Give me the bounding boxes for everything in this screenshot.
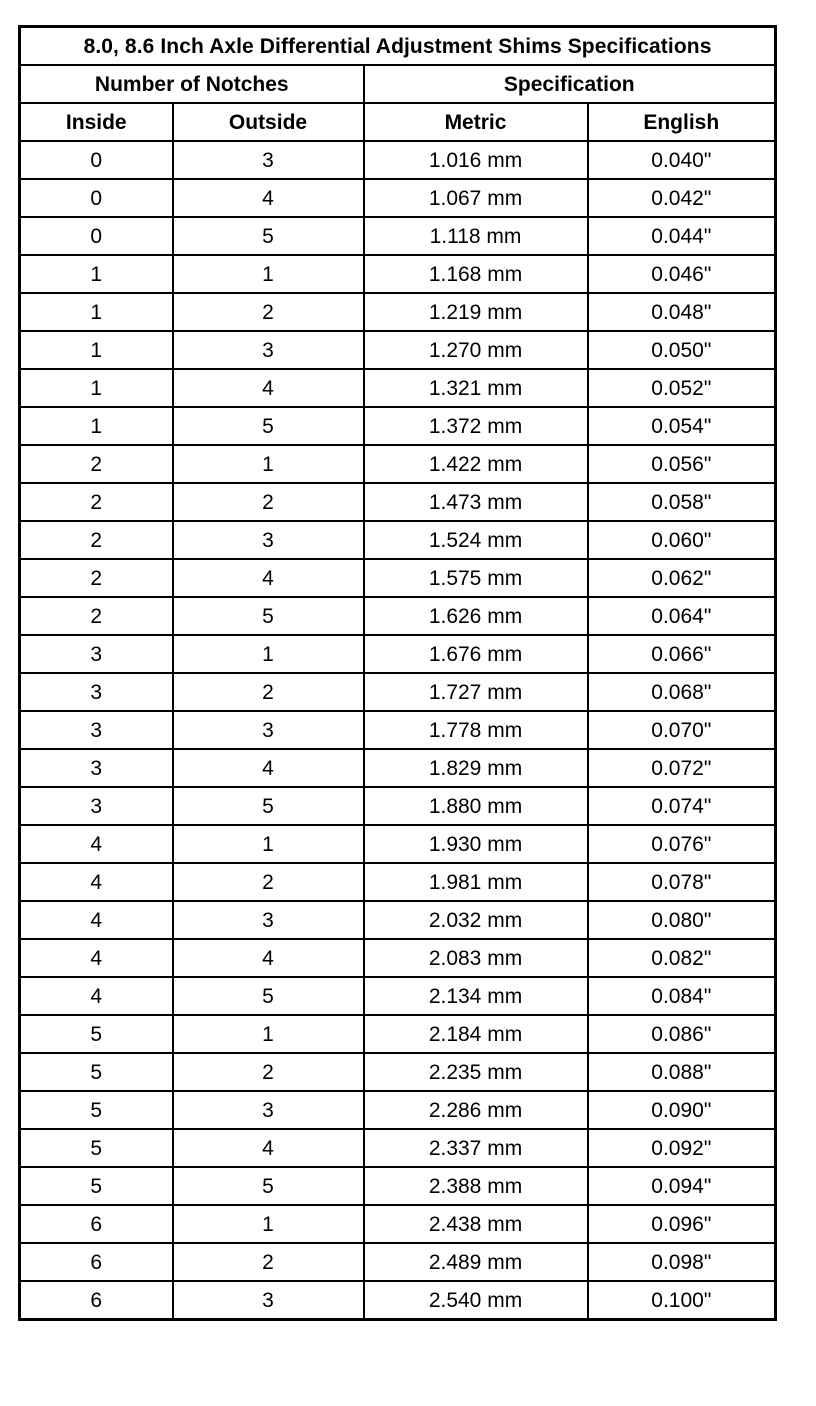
- outside-cell: 1: [173, 825, 364, 863]
- english-cell: 0.072": [588, 749, 776, 787]
- outside-cell: 2: [173, 483, 364, 521]
- table-row: [20, 217, 776, 255]
- outside-cell: 3: [173, 901, 364, 939]
- english-cell: 0.066": [588, 635, 776, 673]
- english-cell: 0.040": [588, 141, 776, 179]
- outside-cell: 3: [173, 1281, 364, 1320]
- outside-cell: 4: [173, 1129, 364, 1167]
- metric-cell: 2.388 mm: [364, 1167, 588, 1205]
- metric-cell: 1.676 mm: [364, 635, 588, 673]
- metric-cell: 1.829 mm: [364, 749, 588, 787]
- table-row: [20, 635, 776, 673]
- outside-column-header: Outside: [173, 103, 364, 141]
- metric-cell: 2.032 mm: [364, 901, 588, 939]
- english-cell: 0.096": [588, 1205, 776, 1243]
- table-row: [20, 179, 776, 217]
- english-cell: 0.076": [588, 825, 776, 863]
- english-cell: 0.092": [588, 1129, 776, 1167]
- metric-cell: 2.184 mm: [364, 1015, 588, 1053]
- inside-cell: 0: [20, 217, 173, 255]
- notches-group-header: Number of Notches: [20, 65, 364, 103]
- specification-group-header: Specification: [364, 65, 776, 103]
- english-cell: 0.070": [588, 711, 776, 749]
- table-row: [20, 293, 776, 331]
- inside-cell: 0: [20, 141, 173, 179]
- group-header-row: [20, 65, 776, 103]
- outside-cell: 4: [173, 559, 364, 597]
- table-row: [20, 141, 776, 179]
- metric-cell: 2.337 mm: [364, 1129, 588, 1167]
- english-cell: 0.068": [588, 673, 776, 711]
- inside-column-header: Inside: [20, 103, 173, 141]
- metric-cell: 2.286 mm: [364, 1091, 588, 1129]
- metric-cell: 1.321 mm: [364, 369, 588, 407]
- english-cell: 0.088": [588, 1053, 776, 1091]
- inside-cell: 3: [20, 711, 173, 749]
- outside-cell: 3: [173, 521, 364, 559]
- outside-cell: 4: [173, 749, 364, 787]
- inside-cell: 3: [20, 673, 173, 711]
- inside-cell: 4: [20, 825, 173, 863]
- outside-cell: 3: [173, 331, 364, 369]
- table-row: [20, 977, 776, 1015]
- english-cell: 0.100": [588, 1281, 776, 1320]
- inside-cell: 4: [20, 901, 173, 939]
- table-row: [20, 255, 776, 293]
- table-row: [20, 825, 776, 863]
- english-cell: 0.058": [588, 483, 776, 521]
- metric-cell: 1.981 mm: [364, 863, 588, 901]
- column-header-row: [20, 103, 776, 141]
- outside-cell: 1: [173, 255, 364, 293]
- inside-cell: 1: [20, 407, 173, 445]
- table-row: [20, 559, 776, 597]
- english-cell: 0.046": [588, 255, 776, 293]
- outside-cell: 4: [173, 369, 364, 407]
- table-row: [20, 1243, 776, 1281]
- english-cell: 0.062": [588, 559, 776, 597]
- table-row: [20, 901, 776, 939]
- english-cell: 0.042": [588, 179, 776, 217]
- outside-cell: 5: [173, 1167, 364, 1205]
- table-row: [20, 1167, 776, 1205]
- english-cell: 0.078": [588, 863, 776, 901]
- table-row: [20, 1129, 776, 1167]
- inside-cell: 6: [20, 1205, 173, 1243]
- inside-cell: 0: [20, 179, 173, 217]
- english-cell: 0.082": [588, 939, 776, 977]
- table-row: [20, 1281, 776, 1320]
- inside-cell: 1: [20, 293, 173, 331]
- outside-cell: 5: [173, 787, 364, 825]
- english-cell: 0.050": [588, 331, 776, 369]
- english-cell: 0.060": [588, 521, 776, 559]
- outside-cell: 1: [173, 1015, 364, 1053]
- inside-cell: 4: [20, 939, 173, 977]
- table-row: [20, 483, 776, 521]
- metric-cell: 1.880 mm: [364, 787, 588, 825]
- table-row: [20, 331, 776, 369]
- outside-cell: 2: [173, 863, 364, 901]
- english-cell: 0.044": [588, 217, 776, 255]
- table-row: [20, 673, 776, 711]
- table-row: [20, 597, 776, 635]
- table-row: [20, 1053, 776, 1091]
- table-title: 8.0, 8.6 Inch Axle Differential Adjustment Shims Specifications: [20, 27, 776, 66]
- metric-cell: 1.372 mm: [364, 407, 588, 445]
- english-cell: 0.054": [588, 407, 776, 445]
- outside-cell: 5: [173, 217, 364, 255]
- english-cell: 0.064": [588, 597, 776, 635]
- outside-cell: 1: [173, 445, 364, 483]
- inside-cell: 5: [20, 1091, 173, 1129]
- english-cell: 0.080": [588, 901, 776, 939]
- inside-cell: 5: [20, 1167, 173, 1205]
- metric-cell: 1.219 mm: [364, 293, 588, 331]
- english-column-header: English: [588, 103, 776, 141]
- inside-cell: 2: [20, 445, 173, 483]
- metric-cell: 1.626 mm: [364, 597, 588, 635]
- inside-cell: 1: [20, 255, 173, 293]
- inside-cell: 6: [20, 1243, 173, 1281]
- inside-cell: 2: [20, 597, 173, 635]
- metric-cell: 1.473 mm: [364, 483, 588, 521]
- english-cell: 0.098": [588, 1243, 776, 1281]
- inside-cell: 3: [20, 749, 173, 787]
- english-cell: 0.048": [588, 293, 776, 331]
- table-row: [20, 1015, 776, 1053]
- metric-cell: 1.270 mm: [364, 331, 588, 369]
- outside-cell: 3: [173, 711, 364, 749]
- inside-cell: 3: [20, 787, 173, 825]
- table-row: [20, 521, 776, 559]
- metric-cell: 1.016 mm: [364, 141, 588, 179]
- outside-cell: 5: [173, 977, 364, 1015]
- english-cell: 0.052": [588, 369, 776, 407]
- inside-cell: 4: [20, 977, 173, 1015]
- inside-cell: 5: [20, 1015, 173, 1053]
- table-row: [20, 1205, 776, 1243]
- table-row: [20, 369, 776, 407]
- outside-cell: 5: [173, 597, 364, 635]
- metric-cell: 1.118 mm: [364, 217, 588, 255]
- table-row: [20, 1091, 776, 1129]
- table-row: [20, 711, 776, 749]
- metric-cell: 2.083 mm: [364, 939, 588, 977]
- metric-cell: 2.438 mm: [364, 1205, 588, 1243]
- table-row: [20, 749, 776, 787]
- english-cell: 0.084": [588, 977, 776, 1015]
- inside-cell: 4: [20, 863, 173, 901]
- metric-cell: 1.778 mm: [364, 711, 588, 749]
- outside-cell: 4: [173, 939, 364, 977]
- table-row: [20, 863, 776, 901]
- outside-cell: 5: [173, 407, 364, 445]
- metric-column-header: Metric: [364, 103, 588, 141]
- metric-cell: 2.134 mm: [364, 977, 588, 1015]
- metric-cell: 1.930 mm: [364, 825, 588, 863]
- metric-cell: 2.489 mm: [364, 1243, 588, 1281]
- table-body: [20, 141, 776, 1320]
- outside-cell: 1: [173, 635, 364, 673]
- shim-spec-table: [18, 25, 777, 1321]
- inside-cell: 5: [20, 1129, 173, 1167]
- english-cell: 0.090": [588, 1091, 776, 1129]
- inside-cell: 1: [20, 369, 173, 407]
- table-row: [20, 939, 776, 977]
- outside-cell: 3: [173, 141, 364, 179]
- outside-cell: 1: [173, 1205, 364, 1243]
- table-row: [20, 407, 776, 445]
- english-cell: 0.086": [588, 1015, 776, 1053]
- inside-cell: 2: [20, 521, 173, 559]
- metric-cell: 1.422 mm: [364, 445, 588, 483]
- inside-cell: 3: [20, 635, 173, 673]
- english-cell: 0.094": [588, 1167, 776, 1205]
- outside-cell: 2: [173, 293, 364, 331]
- outside-cell: 4: [173, 179, 364, 217]
- outside-cell: 2: [173, 1053, 364, 1091]
- inside-cell: 1: [20, 331, 173, 369]
- metric-cell: 2.540 mm: [364, 1281, 588, 1320]
- metric-cell: 1.575 mm: [364, 559, 588, 597]
- metric-cell: 2.235 mm: [364, 1053, 588, 1091]
- outside-cell: 2: [173, 1243, 364, 1281]
- metric-cell: 1.168 mm: [364, 255, 588, 293]
- metric-cell: 1.524 mm: [364, 521, 588, 559]
- english-cell: 0.056": [588, 445, 776, 483]
- table-row: [20, 787, 776, 825]
- metric-cell: 1.727 mm: [364, 673, 588, 711]
- outside-cell: 3: [173, 1091, 364, 1129]
- inside-cell: 2: [20, 483, 173, 521]
- inside-cell: 2: [20, 559, 173, 597]
- outside-cell: 2: [173, 673, 364, 711]
- metric-cell: 1.067 mm: [364, 179, 588, 217]
- table-row: [20, 445, 776, 483]
- inside-cell: 5: [20, 1053, 173, 1091]
- inside-cell: 6: [20, 1281, 173, 1320]
- title-row: [20, 27, 776, 66]
- english-cell: 0.074": [588, 787, 776, 825]
